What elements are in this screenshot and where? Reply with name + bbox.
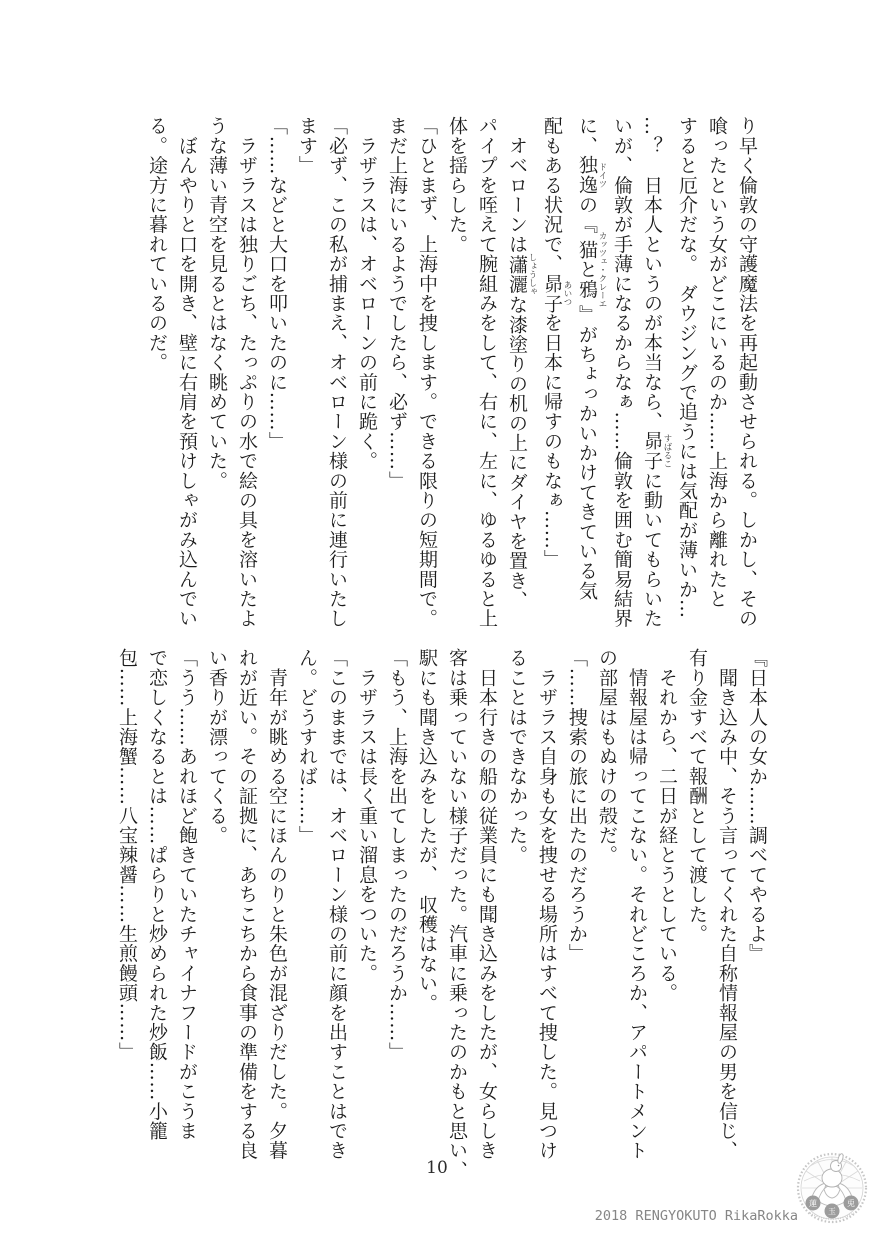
text-column: 喰ったという女がどこにいるのか……上海から離れたと [706,116,728,609]
text-column: で恋しくなるとは……ぱらりと炒められた炒飯……小籠 [146,648,168,1141]
copyright-line: 2018 RENGYOKUTO RikaRokka [594,1208,798,1224]
rabbit-eye [838,1165,840,1167]
rengyokuto-circle-logo [796,1151,868,1227]
furigana-ruby: 独逸 ドイツ [576,155,607,195]
text-column: 有り金すべて報酬として渡した。 [686,648,708,944]
text-column: ラザラスは、オベローンの前に跪く。 [356,116,378,471]
page-number: 10 [426,1158,448,1178]
text-column: 青年が眺める空にほんのりと朱色が混ざりだした。夕暮 [266,648,288,1161]
text-column: 「もう、上海を出てしまったのだろうか……」 [386,648,408,1062]
text-column: 『日本人の女か……調べてやるよ』 [746,648,768,964]
text-column: 「うう……あれほど飽きていたチャイナフードがこうま [176,648,198,1141]
furigana-ruby: 昴子 あいつ [541,273,572,314]
text-column: …？ 日本人というのが本当なら、昴子 すばるこに動いてもらいた [641,116,672,629]
text-column: いが、倫敦が手薄になるからなぁ……倫敦を囲む簡易結界 [611,116,633,629]
text-column: うな薄い青空を見るとはなく眺めていた。 [206,116,228,491]
seal-gyoku: 玉 [828,1207,836,1216]
text-column: 「必ず、この私が捕まえ、オベローン様の前に連行いたし [326,116,348,629]
text-column: オベローンは瀟灑 しょうしゃな漆塗りの机の上にダイヤを置き、 [506,116,537,611]
text-column: ることはできなかった。 [506,648,528,865]
text-column: い香りが漂ってくる。 [206,648,228,845]
text-column: それから、二日が経とうとしている。 [656,648,678,1003]
text-column: る。途方に暮れているのだ。 [146,116,168,373]
text-column: ラザラスは長く重い溜息をついた。 [356,648,378,983]
text-column: れが近い。その証拠に、あちこちから食事の準備をする良 [236,648,258,1161]
seal-to: 兎 [847,1199,855,1208]
furigana-ruby: 瀟灑 しょうしゃ [506,253,537,296]
text-column: ラザラスは独りごち、たっぷりの水で絵の具を溶いたよ [236,116,258,629]
text-column: 情報屋は帰ってこない。それどころか、アパートメント [626,648,648,1161]
text-column: 駅にも聞き込みをしたが、 収穫はない。 [416,648,438,1013]
bottom-text-block [112,648,772,1188]
text-column: り早く倫敦の守護魔法を再起動させられる。しかし、その [736,116,758,629]
text-column: 「……などと大口を叩いたのに……」 [266,116,288,451]
text-column: ラザラス自身も女を捜せる場所はすべて捜した。見つけ [536,648,558,1161]
text-column: 体を揺らした。 [446,116,468,254]
text-column: の部屋はもぬけの殻だ。 [596,648,618,865]
top-text-block [142,116,762,656]
text-column: まだ上海にいるようでしたら、必ず……」 [386,116,408,491]
furigana-ruby: 昴子 すばるこ [641,431,672,471]
text-column: ぼんやりと口を開き、壁に右肩を預けしゃがみ込んでい [176,116,198,629]
text-column: 「このままでは、オベローン様の前に顔を出すことはでき [326,648,348,1161]
text-column: すると厄介だな。 ダウジングで追うには気配が薄いか… [676,116,698,619]
text-column: 包……上海蟹……八宝辣醤……生煎饅頭……」 [116,648,138,1062]
text-column: パイプを咥えて腕組みをして、右に、左に、ゆるゆると上 [476,116,498,629]
text-column: 「ひとまず、上海中を捜します。できる限りの短期間で。 [416,116,438,629]
text-column: 「……捜索の旅に出たのだろうか」 [566,648,588,964]
text-column: 客は乗っていない様子だった。汽車に乗ったのかもと思い、 [446,648,468,1180]
seal-ren: 蓮 [809,1199,817,1208]
text-column: 聞き込み中、そう言ってくれた自称情報屋の男を信じ、 [716,648,738,1161]
text-column: 日本行きの船の従業員にも聞き込みをしたが、女らしき [476,648,498,1161]
text-column: ます」 [296,116,318,176]
furigana-ruby: 猫と鴉 カッツェ・クレーエ [576,231,607,308]
text-column: 配もある状況で、昴子 あいつを日本に帰すのもなぁ……」 [541,116,572,570]
text-column: に、独逸 ドイツの『猫と鴉 カッツェ・クレーエ』がちょっかいかけてきている気 [576,116,607,601]
text-column: ん。どうすれば……」 [296,648,318,845]
